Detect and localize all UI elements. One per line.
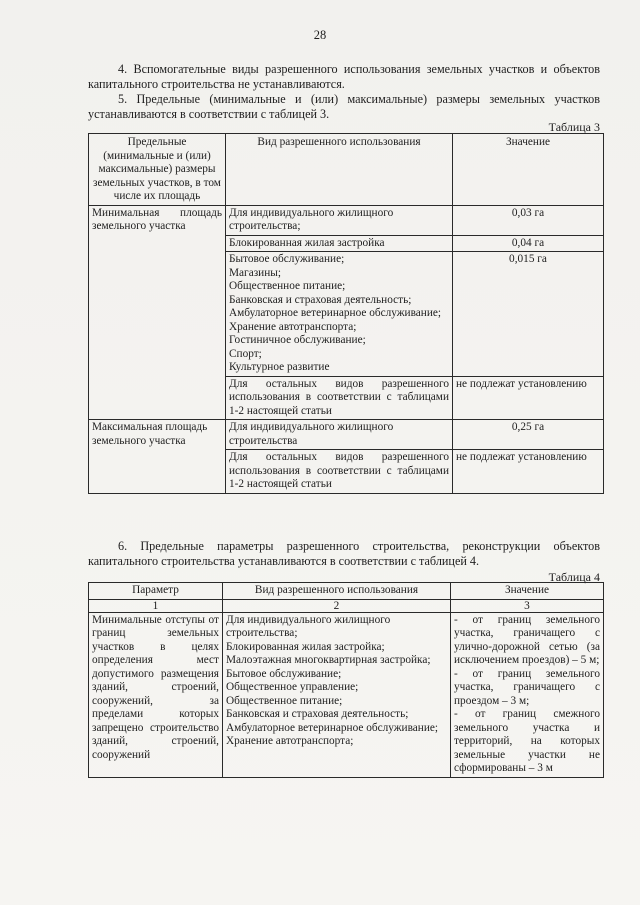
list-item: - от границ земельного участка, граничащего с улично-дорожной сетью (за исключением проездов) – 5 м; [454,613,600,666]
table3-header-row [89,134,604,206]
table3-use-list-cell [226,252,453,377]
list-item: Хранение автотранспорта; [229,320,357,333]
table3-use-cell: Для остальных видов разрешенного использования в соответствии с таблицами 1-2 настоящей статьи [226,376,453,420]
list-item: Бытовое обслуживание; [226,667,342,680]
list-item: Общественное питание; [226,694,343,707]
list-item: Магазины; [229,266,281,279]
list-item: Хранение автотранспорта; [226,735,354,747]
table3-header-size: Предельные (минимальные и (или) максимальные) размеры земельных участков, в том числе их площадь [89,134,226,206]
page-number: 28 [313,28,327,42]
list-item: Бытовое обслуживание; [229,253,345,265]
table4-header-value: Значение [451,583,604,600]
table3-use-cell: Для индивидуального жилищного строительства [226,420,453,450]
table3-use-cell: Блокированная жилая застройка [226,235,453,252]
table3-use-cell: Для остальных видов разрешенного использования в соответствии с таблицами 1-2 настоящей статьи [226,450,453,494]
table-row [89,612,604,777]
table3-use-cell: Для индивидуального жилищного строительства; [226,205,453,235]
table-4 [88,582,604,778]
column-number: 2 [223,599,451,612]
table3-min-area-label: Минимальная площадь земельного участка [89,205,226,420]
list-item: Амбулаторное ветеринарное обслуживание; [226,721,439,734]
table-3 [88,133,604,494]
table3-value-cell: 0,04 га [453,235,604,252]
paragraph-4: 4. Вспомогательные виды разрешенного использования земельных участков и объектов капитального строительства не устанавливаются. [88,62,600,91]
table4-caption: Таблица 4 [548,570,600,584]
table3-value-cell: 0,25 га [453,420,604,450]
table3-caption: Таблица 3 [548,120,600,134]
table-row [89,205,604,235]
paragraph-5: 5. Предельные (минимальные и (или) максимальные) размеры земельных участков устанавливаются в соответствии с таблицей 3. [88,92,600,121]
list-item: - от границ земельного участка, граничащего с проездом – 3 м; [454,667,600,707]
table4-header-param: Параметр [89,583,223,600]
table3-max-area-label: Максимальная площадь земельного участка [89,420,226,494]
table3-value-cell: не подлежат установлению [453,376,604,420]
table4-param-cell: Минимальные отступы от границ земельных участков в целях определения мест допустимого размещения зданий, строений, сооружений, за пределами которых запрещено строительство зданий, строений, сооружений [89,612,223,777]
list-item: Культурное развитие [229,361,330,373]
table4-number-row [89,599,604,612]
list-item: Общественное питание; [229,280,346,292]
list-item: Банковская и страховая деятельность; [229,293,412,306]
table4-header-use: Вид разрешенного использования [223,583,451,600]
list-item: Малоэтажная многоквартирная застройка; [226,654,431,666]
table3-value-cell: не подлежат установлению [453,450,604,494]
table4-values-cell [451,612,604,777]
list-item: - от границ смежного земельного участка и территорий, на которых земельные участки не сформированы – 3 м [454,708,600,774]
list-item: Спорт; [229,347,262,360]
paragraph-6: 6. Предельные параметры разрешенного строительства, реконструкции объектов капитального строительства устанавливаются в соответствии с таблицей 4. [88,539,600,568]
list-item: Общественное управление; [226,681,359,693]
list-item: Для индивидуального жилищного строительства; [226,613,391,639]
table4-header-row [89,583,604,600]
list-item: Банковская и страховая деятельность; [226,708,409,720]
table3-value-cell: 0,015 га [453,252,604,377]
list-item: Блокированная жилая застройка; [226,640,385,653]
column-number: 1 [89,599,223,612]
table3-header-value: Значение [453,134,604,206]
list-item: Гостиничное обслуживание; [229,334,366,346]
table3-value-cell: 0,03 га [453,205,604,235]
list-item: Амбулаторное ветеринарное обслуживание; [229,307,442,319]
table3-header-use: Вид разрешенного использования [226,134,453,206]
column-number: 3 [451,599,604,612]
table-row [89,420,604,450]
table4-use-list-cell [223,612,451,777]
